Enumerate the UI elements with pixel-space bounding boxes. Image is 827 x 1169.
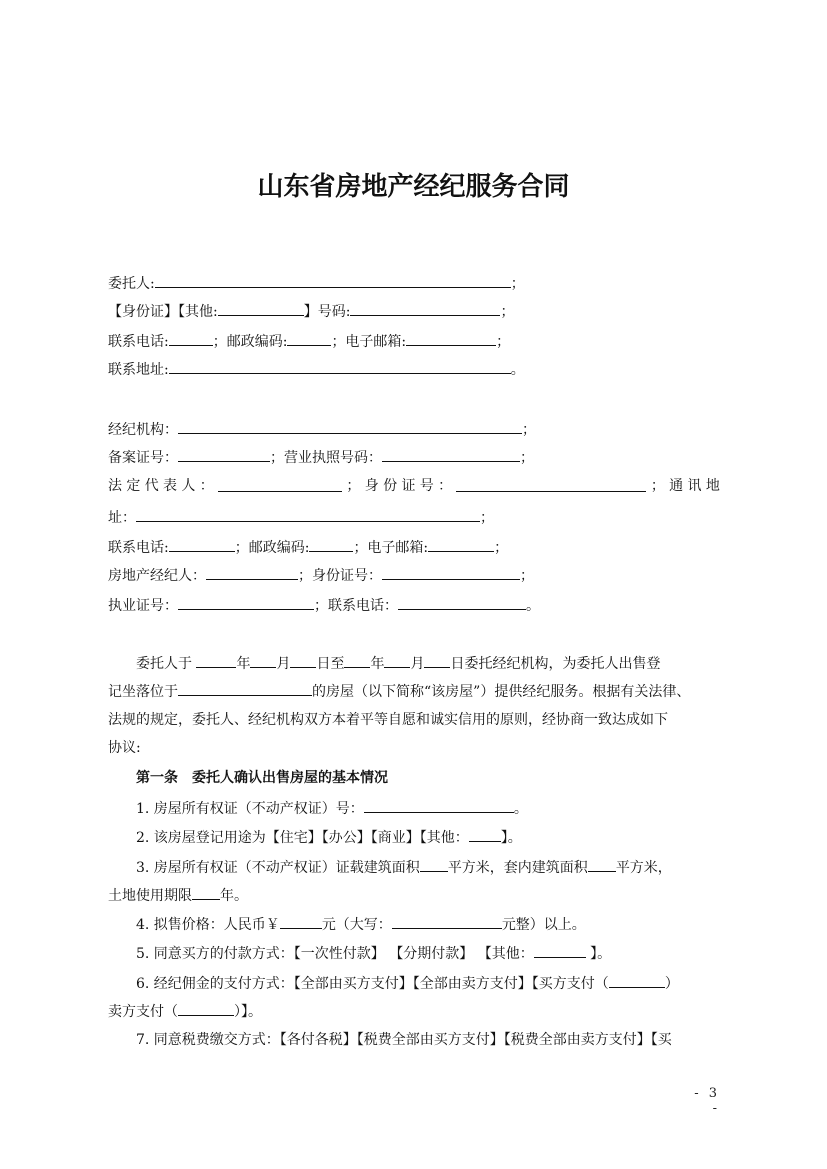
buyer-commission-blank[interactable]	[609, 972, 665, 988]
start-year-blank[interactable]	[196, 652, 236, 668]
agency-name-blank[interactable]	[178, 418, 522, 434]
article-1-item-7: 7. 同意税费缴交方式：【各付各税】【税费全部由买方支付】【税费全部由卖方支付】【买	[136, 1032, 672, 1048]
inner-area-blank[interactable]	[588, 856, 616, 872]
article-1-item-6-cont: 卖方支付（ ）】。	[108, 1000, 720, 1022]
intro-line-2: 记坐落位于 的房屋（以下简称“该房屋”）提供经纪服务。根据有关法律、	[108, 680, 720, 702]
agency-name-line: 经纪机构： ；	[108, 418, 720, 440]
price-words-blank[interactable]	[392, 913, 502, 929]
article-1-item-4: 4. 拟售价格：人民币￥ 元（大写： 元整）以上。	[136, 913, 720, 935]
client-name-line: 委托人: ；	[108, 272, 720, 294]
contract-title: 山东省房地产经纪服务合同	[257, 172, 570, 202]
agency-contact-line: 联系电话: ；邮政编码: ；电子邮箱: ；	[108, 536, 720, 558]
agency-email-blank[interactable]	[428, 536, 494, 552]
end-year-blank[interactable]	[344, 652, 370, 668]
client-contact-line: 联系电话: ；邮政编码: ；电子邮箱: ；	[108, 330, 720, 352]
client-id-line: 【身份证】【其他: 】号码: ；	[108, 300, 720, 322]
agency-address-blank[interactable]	[136, 506, 480, 522]
floor-area-blank[interactable]	[420, 856, 448, 872]
article-1-item-6: 6. 经纪佣金的支付方式：【全部由买方支付】【全部由卖方支付】【买方支付（ ）	[136, 972, 720, 994]
usage-other-blank[interactable]	[469, 826, 501, 842]
agency-license-blank[interactable]	[382, 446, 520, 462]
article-1-item-3: 3. 房屋所有权证（不动产权证）证载建筑面积 平方米，套内建筑面积 平方米，	[136, 856, 720, 878]
agency-filing-line: 备案证号： ；营业执照号码： ；	[108, 446, 720, 468]
client-name-blank[interactable]	[155, 272, 511, 288]
start-month-blank[interactable]	[250, 652, 276, 668]
client-address-blank[interactable]	[169, 358, 511, 374]
seller-commission-blank[interactable]	[178, 1000, 234, 1016]
price-figure-blank[interactable]	[280, 913, 322, 929]
client-id-type-blank[interactable]	[218, 300, 304, 316]
payment-other-blank[interactable]	[534, 942, 586, 958]
agency-rep-line: 法 定 代 表 人 ： ； 身 份 证 号 ： ； 通 讯 地	[108, 478, 720, 494]
article-1-item-3-cont: 土地使用期限 年。	[108, 884, 720, 906]
client-address-line: 联系地址: 。	[108, 358, 720, 380]
agency-broker-line: 房地产经纪人： ；身份证号： ；	[108, 564, 720, 586]
agency-phone-blank[interactable]	[169, 536, 235, 552]
agency-postcode-blank[interactable]	[309, 536, 353, 552]
agency-broker-blank[interactable]	[206, 564, 298, 580]
agency-rep-id-blank[interactable]	[456, 476, 646, 492]
agency-address-line: 址： ；	[108, 506, 720, 528]
agency-cert-blank[interactable]	[178, 594, 314, 610]
article-1-heading: 第一条 委托人确认出售房屋的基本情况	[136, 770, 388, 786]
agency-rep-blank[interactable]	[218, 476, 342, 492]
article-1-item-5: 5. 同意买方的付款方式：【一次性付款】 【分期付款】 【其他： 】。	[136, 942, 720, 964]
end-day-blank[interactable]	[424, 652, 450, 668]
agency-cert-line: 执业证号： ；联系电话： 。	[108, 594, 720, 616]
agency-filing-blank[interactable]	[178, 446, 270, 462]
start-day-blank[interactable]	[290, 652, 316, 668]
intro-line-3: 法规的规定，委托人、经纪机构双方本着平等自愿和诚实信用的原则，经协商一致达成如下	[108, 712, 668, 728]
client-id-number-blank[interactable]	[350, 300, 500, 316]
article-1-item-2: 2. 该房屋登记用途为【住宅】【办公】【商业】【其他： 】。	[136, 826, 720, 848]
intro-line-1: 委托人于 年 月 日至 年 月 日委托经纪机构，为委托人出售登	[136, 652, 720, 674]
agency-cert-phone-blank[interactable]	[398, 594, 526, 610]
property-location-blank[interactable]	[178, 680, 312, 696]
client-email-blank[interactable]	[406, 330, 496, 346]
page-number: - 3 -	[694, 1086, 720, 1116]
agency-broker-id-blank[interactable]	[382, 564, 520, 580]
property-cert-blank[interactable]	[364, 797, 514, 813]
article-1-item-1: 1. 房屋所有权证（不动产权证）号： 。	[136, 797, 720, 819]
end-month-blank[interactable]	[384, 652, 410, 668]
client-postcode-blank[interactable]	[287, 330, 331, 346]
land-term-blank[interactable]	[192, 884, 220, 900]
client-phone-blank[interactable]	[169, 330, 213, 346]
intro-line-4: 协议:	[108, 740, 141, 756]
